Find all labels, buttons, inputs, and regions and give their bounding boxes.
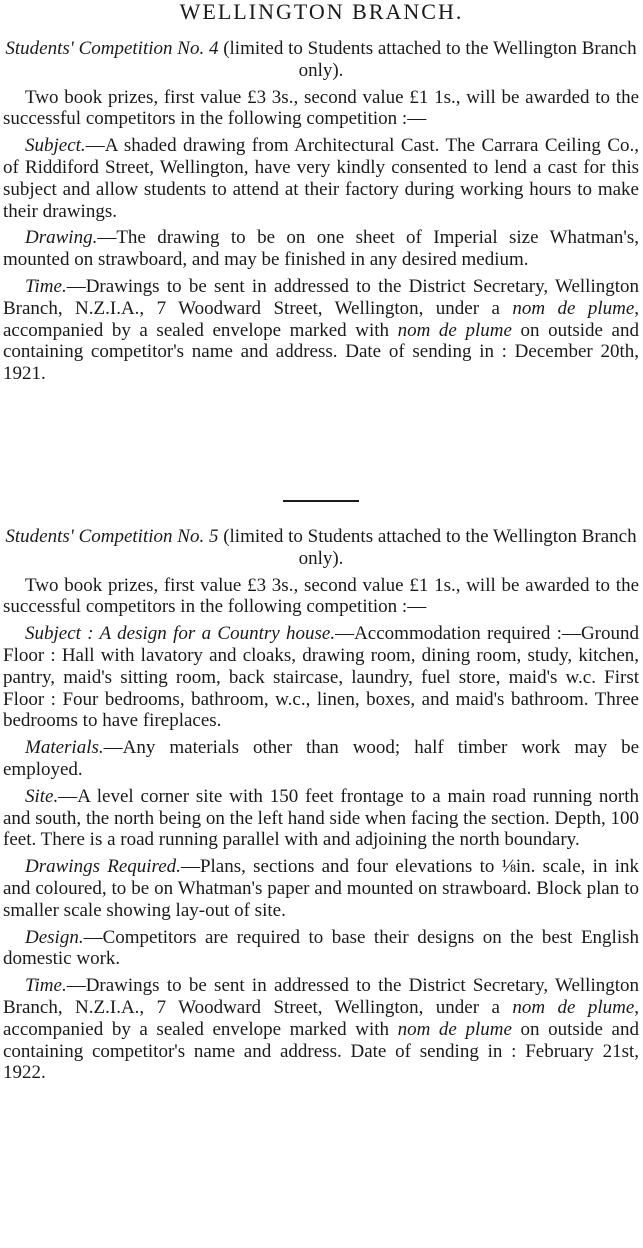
time-label: Time.	[25, 975, 67, 997]
subject-paragraph: Subject : A design for a Country house.—Accommodation required :—Ground Floor : Hall with lavatory and cloaks, drawing room, dining room, study, kitchen, pantry, maid's sitting room, back staircase, laundry, fuel store, maid's w.c. First Floor : Four bedrooms, bathroom, w.c., linen, boxes, and maid's bathroom. Three bedrooms to have fireplaces.	[3, 623, 639, 732]
drawings-required-label: Drawings Required.	[25, 856, 181, 878]
section-divider	[283, 500, 359, 502]
page-heading: WELLINGTON BRANCH.	[179, 0, 464, 24]
competition-5	[3, 526, 639, 1084]
competition-4	[3, 38, 639, 385]
competition-title: Students' Competition No. 5 (limited to Students attached to the Wellington Branch only).	[5, 526, 637, 569]
site-paragraph: Site.—A level corner site with 150 feet frontage to a main road running north and south, the north being on the left hand side when facing the section. Depth, 100 feet. There is a road running parallel with and adjoining the north boundary.	[3, 785, 639, 851]
materials-label: Materials.	[25, 737, 104, 759]
drawing-paragraph: Drawing.—The drawing to be on one sheet of Imperial size Whatman's, mounted on strawboard, and may be finished in any desired medium.	[3, 227, 639, 271]
time-paragraph: Time.—Drawings to be sent in addressed to the District Secretary, Wellington Branch, N.Z.I.A., 7 Woodward Street, Wellington, under a nom de plume, accompanied by a sealed envelope marked with nom de plume on outside and containing competitor's name and address. Date of sending in : December 20th, 1921.	[3, 275, 639, 385]
design-label: Design.	[25, 926, 84, 948]
prizes-paragraph: Two book prizes, first value £3 3s., second value £1 1s., will be awarded to the successful competitors in the following competition :—	[3, 574, 639, 618]
drawings-required-paragraph: Drawings Required.—Plans, sections and four elevations to ⅛in. scale, in ink and coloured, to be on Whatman's paper and mounted on strawboard. Block plan to smaller scale showing lay-out of site.	[3, 856, 640, 921]
time-paragraph: Time.—Drawings to be sent in addressed to the District Secretary, Wellington Branch, N.Z.I.A., 7 Woodward Street, Wellington, under a nom de plume, accompanied by a sealed envelope marked with nom de plume on outside and containing competitor's name and address. Date of sending in : February 21st, 1922.	[3, 975, 639, 1084]
materials-paragraph: Materials.—Any materials other than wood; half timber work may be employed.	[3, 737, 639, 780]
site-label: Site.	[25, 785, 59, 807]
subject-paragraph: Subject.—A shaded drawing from Architectural Cast. The Carrara Ceiling Co., of Riddiford Street, Wellington, have very kindly consented to lend a cast for this subject and allow students to attend at their factory during working hours to make their drawings.	[3, 135, 639, 222]
drawing-label: Drawing.	[25, 227, 98, 249]
design-paragraph: Design.—Competitors are required to base their designs on the best English domestic work.	[3, 926, 639, 970]
competition-title: Students' Competition No. 4 (limited to Students attached to the Wellington Branch only).	[5, 38, 637, 81]
subject-label: Subject : A design for a Country house.	[25, 623, 336, 645]
time-label: Time.	[25, 275, 67, 297]
subject-label: Subject.	[25, 135, 86, 157]
prizes-paragraph: Two book prizes, first value £3 3s., second value £1 1s., will be awarded to the successful competitors in the following competition :—	[3, 86, 639, 130]
